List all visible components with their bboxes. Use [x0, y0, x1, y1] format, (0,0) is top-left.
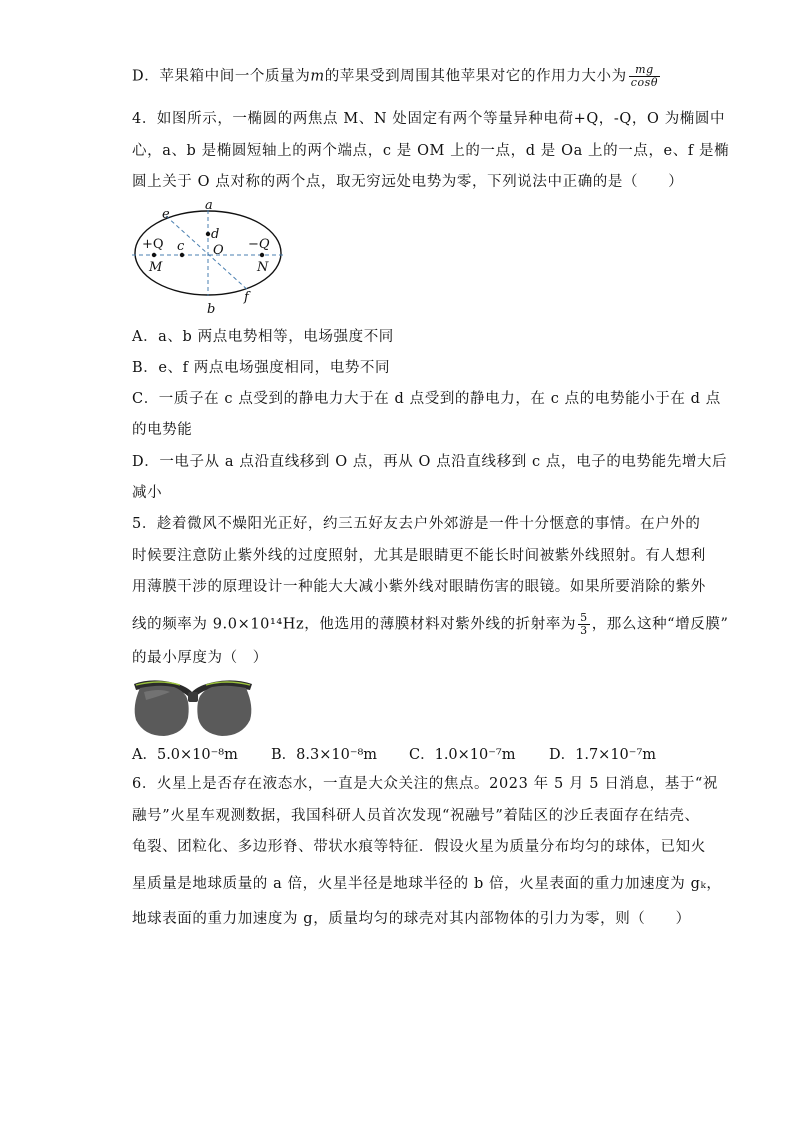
q6-stem-line3: 龟裂、团粒化、多边形脊、带状水痕等特征．假设火星为质量分布均匀的球体，已知火 [132, 839, 706, 855]
right-lens [197, 686, 251, 736]
q5-line4-suffix: ，那么这种“增反膜” [591, 616, 729, 633]
q4-stem-line3: 圆上关于 O 点对称的两个点，取无穷远处电势为零，下列说法中正确的是（ ） [132, 174, 684, 190]
q6-stem-line2: 融号”火星车观测数据，我国科研人员首次发现“祝融号”着陆区的沙丘表面存在结壳、 [132, 808, 700, 824]
q4-option-b: B．e、f 两点电场强度相同，电势不同 [132, 360, 391, 376]
label-a: a [205, 198, 213, 213]
q4-option-d-line1: D．一电子从 a 点沿直线移到 O 点，再从 O 点沿直线移到 c 点，电子的电势能先增大后 [132, 454, 728, 470]
nose-bridge [188, 692, 198, 702]
q5-stem-line5: 的最小厚度为（ ） [132, 650, 268, 666]
label-minus-q: −Q [248, 237, 270, 252]
q5-stem-line3: 用薄膜干涉的原理设计一种能大大减小紫外线对眼睛伤害的眼镜。如果所要消除的紫外 [132, 579, 706, 595]
q4-option-a: A．a、b 两点电势相等，电场强度不同 [132, 329, 394, 345]
q3-optd-suffix: 的苹果受到周围其他苹果对它的作用力大小为 [324, 68, 627, 85]
q3-option-d [132, 64, 662, 89]
q5-option-b: B．8.3×10⁻⁸m [271, 747, 378, 763]
fraction-numerator: 5 [580, 611, 588, 624]
q4-stem-line1: 4．如图所示，一椭圆的两焦点 M、N 处固定有两个等量异种电荷+Q，-Q，O 为椭圆中 [132, 111, 726, 127]
label-d: d [211, 227, 220, 242]
q5-stem-line4 [132, 612, 729, 637]
q6-stem-line4: 星质量是地球质量的 a 倍，火星半径是地球半径的 b 倍，火星表面的重力加速度为 gₖ， [132, 876, 722, 892]
fraction-denominator: cosθ [630, 76, 659, 89]
q6-stem-line1: 6．火星上是否存在液态水，一直是大众关注的焦点。2023 年 5 月 5 日消息，基于“祝 [132, 776, 719, 792]
q5-stem-line1: 5．趁着微风不燥阳光正好，约三五好友去户外郊游是一件十分惬意的事情。在户外的 [132, 516, 701, 532]
label-plus-q: +Q [142, 237, 164, 252]
label-e: e [162, 207, 170, 222]
sunglasses-image [130, 676, 256, 740]
ellipse-charge-figure [132, 196, 292, 318]
label-c: c [177, 239, 185, 254]
q5-refractive-fraction [578, 612, 590, 637]
fraction-denominator: 3 [580, 624, 588, 637]
q5-line4-prefix: 线的频率为 9.0×10¹⁴Hz，他选用的薄膜材料对紫外线的折射率为 [132, 616, 577, 633]
q6-stem-line5: 地球表面的重力加速度为 g，质量均匀的球壳对其内部物体的引力为零，则（ ） [132, 911, 691, 927]
label-b: b [207, 302, 216, 317]
point-d-dot [206, 232, 210, 236]
label-m: M [149, 260, 163, 275]
q4-option-c-line1: C．一质子在 c 点受到的静电力大于在 d 点受到的静电力，在 c 点的电势能小于在 d 点 [132, 391, 721, 407]
q5-stem-line2: 时候要注意防止紫外线的过度照射，尤其是眼睛更不能长时间被紫外线照射。有人想利 [132, 548, 706, 564]
q4-option-d-line2: 减小 [132, 485, 163, 501]
fraction-numerator: mg [629, 64, 660, 77]
q3-optd-prefix: D．苹果箱中间一个质量为 [132, 68, 311, 85]
point-m-dot [152, 253, 156, 257]
point-n-dot [260, 253, 264, 257]
q3-optd-var: m [310, 68, 325, 85]
q5-option-d: D．1.7×10⁻⁷m [549, 747, 657, 763]
q4-option-c-line2: 的电势能 [132, 422, 193, 438]
label-n: N [257, 260, 269, 275]
q3-optd-fraction [629, 64, 660, 89]
label-f: f [244, 290, 249, 305]
q4-stem-line2: 心，a、b 是椭圆短轴上的两个端点，c 是 OM 上的一点，d 是 Oa 上的一点，e、f 是椭 [132, 143, 730, 159]
label-o: O [213, 243, 224, 258]
q5-option-c: C．1.0×10⁻⁷m [409, 747, 516, 763]
q5-option-a: A．5.0×10⁻⁸m [132, 747, 238, 763]
